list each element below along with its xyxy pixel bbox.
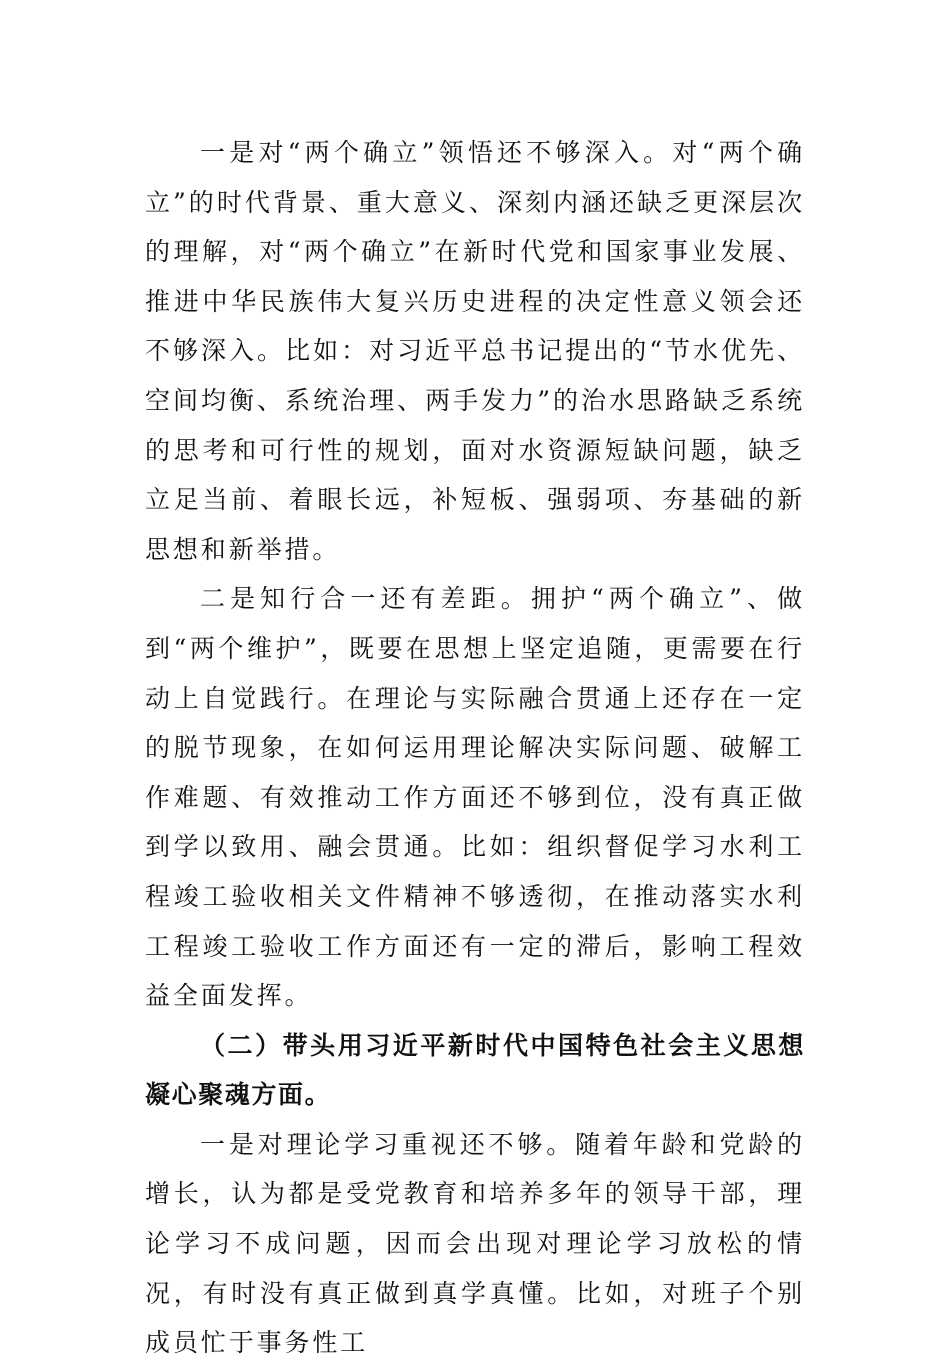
paragraph-1: 一是对“两个确立”领悟还不够深入。对“两个确立”的时代背景、重大意义、深刻内涵还缺乏更深层次的理解，对“两个确立”在新时代党和国家事业发展、推进中华民族伟大复兴历史进程的决定性意义领会还不够深入。比如：对习近平总书记提出的“节水优先、空间均衡、系统治理、两手发力”的治水思路缺乏系统的思考和可行性的规划，面对水资源短缺问题，缺乏立足当前、着眼长远，补短板、强弱项、夯基础的新思想和新举措。 xyxy=(145,138,805,564)
paragraph-3: 一是对理论学习重视还不够。随着年龄和党龄的增长，认为都是受党教育和培养多年的领导干部，理论学习不成问题，因而会出现对理论学习放松的情况，有时没有真正做到真学真懂。比如，对班子个别成员忙于事务性工 xyxy=(145,1129,805,1358)
section-heading: （二）带头用习近平新时代中国特色社会主义思想凝心聚魂方面。 xyxy=(145,1030,805,1110)
paragraph-2: 二是知行合一还有差距。拥护“两个确立”、做到“两个维护”，既要在思想上坚定追随，更需要在行动上自觉践行。在理论与实际融合贯通上还存在一定的脱节现象，在如何运用理论解决实际问题、破解工作难题、有效推动工作方面还不够到位，没有真正做到学以致用、融会贯通。比如：组织督促学习水利工程竣工验收相关文件精神不够透彻，在推动落实水利工程竣工验收工作方面还有一定的滞后，影响工程效益全面发挥。 xyxy=(145,584,805,1011)
document-page xyxy=(145,128,805,1368)
